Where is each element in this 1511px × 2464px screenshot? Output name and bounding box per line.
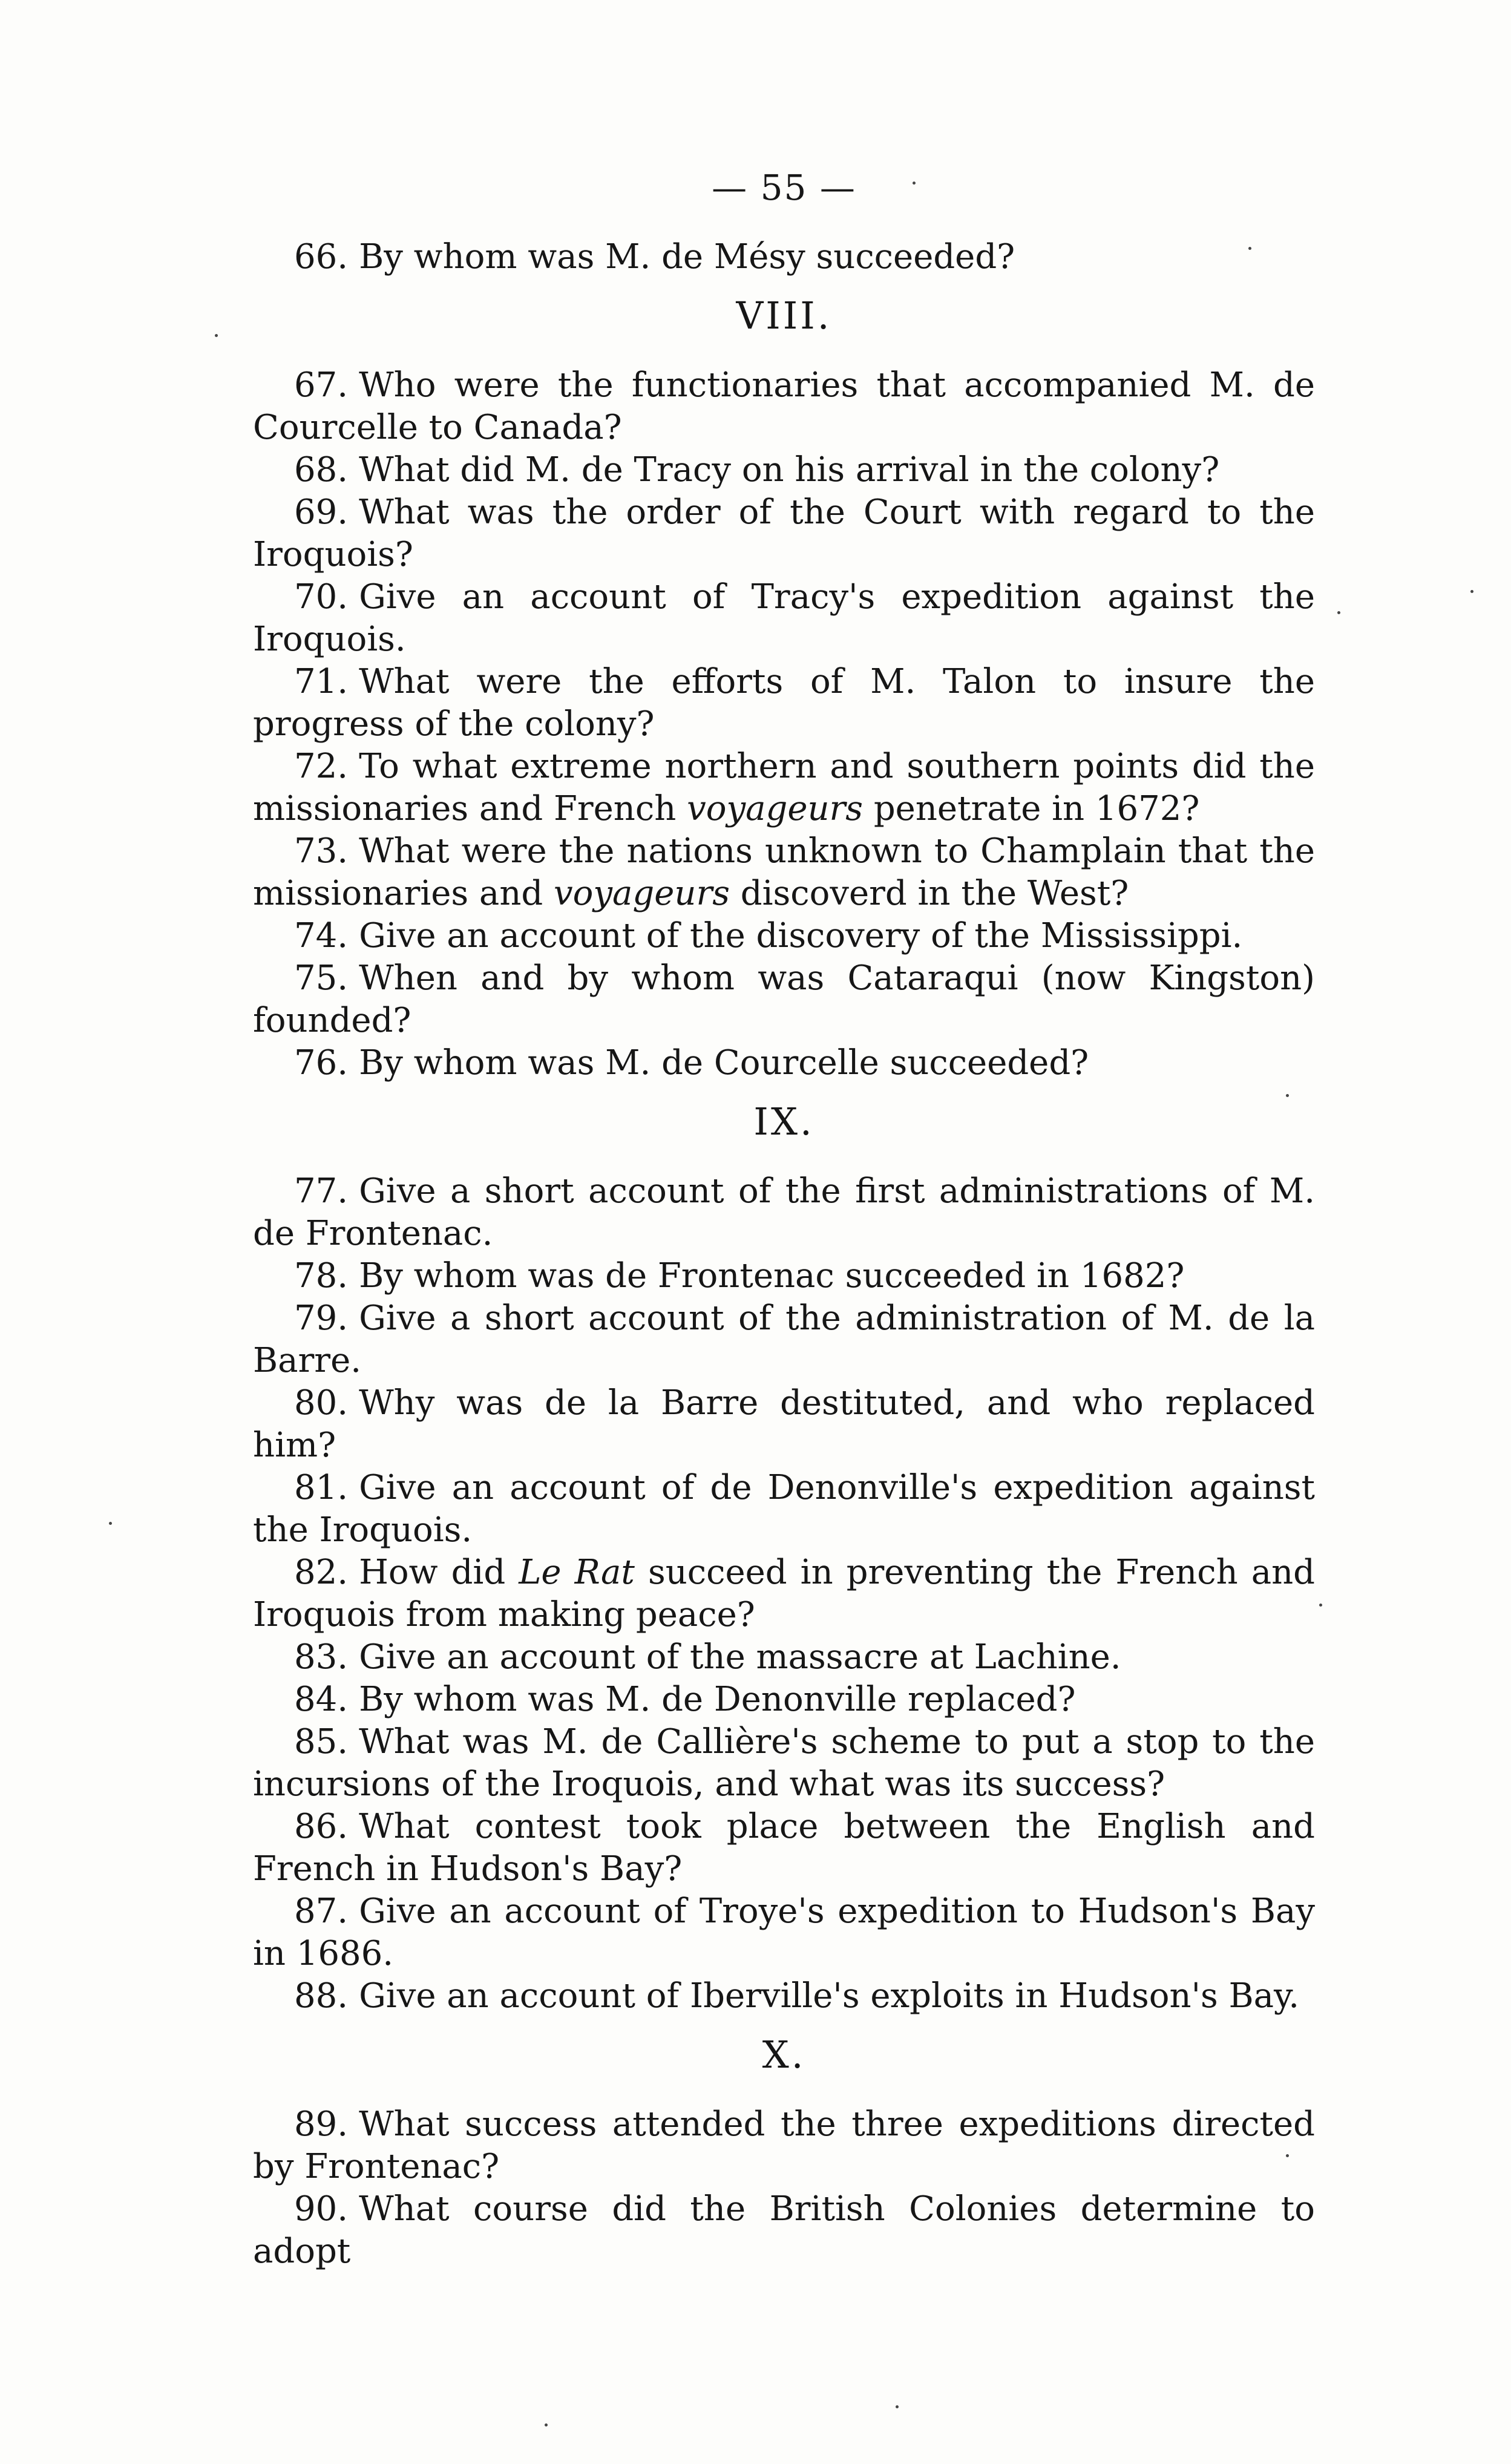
question-number: 68. [294,450,349,490]
scan-speck [1286,2154,1289,2157]
question-text: What was the order of the Court with regard to the Iroquois? [253,493,1315,574]
question-number: 72. [294,747,349,786]
question-item [253,2103,1315,2188]
question-item [253,745,1315,830]
scan-speck [1286,1094,1289,1097]
question-italic-text: Le Rat [519,1553,635,1592]
question-text: Who were the functionaries that accompanied M. de Courcelle to Canada? [253,365,1315,447]
question-item [253,830,1315,915]
question-item [253,1679,1315,1721]
question-text: What did M. de Tracy on his arrival in the colony? [359,450,1220,490]
question-number: 84. [294,1680,349,1719]
question-text: Give an account of Troye's expedition to Hudson's Bay in 1686. [253,1892,1315,1973]
scan-speck [109,1522,112,1525]
question-item [253,576,1315,661]
question-number: 66. [294,237,349,277]
question-number: 75. [294,958,349,998]
question-text: By whom was M. de Courcelle succeeded? [359,1043,1089,1083]
question-number: 88. [294,1976,349,2016]
question-list [253,236,1315,2273]
scan-speck [896,2405,899,2408]
question-text: Why was de la Barre destituted, and who replaced him? [253,1383,1315,1465]
question-text: Give a short account of the administration of M. de la Barre. [253,1299,1315,1380]
question-text: What success attended the three expeditions directed by Frontenac? [253,2105,1315,2186]
question-number: 71. [294,662,349,701]
question-text: Give an account of the discovery of the Mississippi. [359,916,1243,955]
question-number: 73. [294,831,349,871]
question-text: By whom was M. de Denonville replaced? [359,1680,1076,1719]
question-number: 70. [294,577,349,617]
section-heading: X. [762,2033,806,2077]
question-item [253,1975,1315,2017]
question-item [253,1467,1315,1551]
question-text: By whom was de Frontenac succeeded in 1682? [359,1256,1185,1296]
page-number: — 55 — [712,167,856,208]
question-number: 89. [294,2105,349,2144]
question-number: 79. [294,1299,349,1338]
question-text: Give an account of de Denonville's expedition against the Iroquois. [253,1468,1315,1550]
question-number: 87. [294,1892,349,1931]
question-text: What was M. de Callière's scheme to put a stop to the incursions of the Iroquois, and what was its success? [253,1722,1315,1804]
scan-speck [913,182,916,185]
scan-speck [1470,590,1473,593]
question-number: 69. [294,493,349,532]
question-item [253,957,1315,1042]
scan-speck [545,2423,548,2426]
question-text: What course did the British Colonies determine to adopt [253,2189,1315,2271]
question-text: What contest took place between the English and French in Hudson's Bay? [253,1807,1315,1889]
question-text: By whom was M. de Mésy succeeded? [359,237,1015,277]
question-number: 67. [294,365,349,405]
question-item [253,1042,1315,1084]
question-number: 74. [294,916,349,955]
question-item [253,1382,1315,1467]
question-number: 80. [294,1383,349,1423]
question-number: 83. [294,1637,349,1677]
scan-speck [215,334,218,337]
question-item [253,915,1315,957]
question-text: Give a short account of the first administrations of M. de Frontenac. [253,1171,1315,1253]
question-number: 90. [294,2189,349,2229]
question-text: Give an account of the massacre at Lachine. [359,1637,1121,1677]
question-number: 86. [294,1807,349,1846]
scan-speck [1248,247,1251,250]
question-italic-text: voyageurs [687,789,864,828]
question-text: Give an account of Tracy's expedition against the Iroquois. [253,577,1315,659]
question-item [253,236,1315,278]
scan-speck [1319,1604,1322,1607]
question-item [253,2188,1315,2273]
question-number: 78. [294,1256,349,1296]
question-text: How did [359,1553,519,1592]
question-number: 77. [294,1171,349,1211]
question-text: What were the efforts of M. Talon to insure the progress of the colony? [253,662,1315,744]
question-item [253,1721,1315,1806]
question-number: 76. [294,1043,349,1083]
question-text: succeed in preventing the French and Iroquois from making peace? [253,1553,1315,1634]
question-text: discoverd in the West? [729,874,1129,913]
question-item [253,1297,1315,1382]
question-item [253,1170,1315,1255]
question-item [253,491,1315,576]
question-text: What were the nations unknown to Champlain that the missionaries and [253,831,1315,913]
question-item [253,1636,1315,1679]
question-number: 85. [294,1722,349,1761]
question-italic-text: voyageurs [554,874,730,913]
question-item [253,1255,1315,1297]
question-text: When and by whom was Cataraqui (now Kingston) founded? [253,958,1315,1040]
question-item [253,449,1315,491]
question-item [253,661,1315,745]
question-number: 81. [294,1468,349,1507]
question-text: penetrate in 1672? [863,789,1200,828]
question-item [253,1890,1315,1975]
question-item [253,364,1315,449]
question-text: Give an account of Iberville's exploits in Hudson's Bay. [359,1976,1300,2016]
section-heading: IX. [753,1099,814,1144]
scan-speck [1337,611,1340,614]
page-text-block [253,157,1315,2273]
question-item [253,1551,1315,1636]
question-number: 82. [294,1553,349,1592]
section-heading: VIII. [736,293,832,338]
question-text: To what extreme northern and southern points did the missionaries and French [253,747,1315,828]
question-item [253,1806,1315,1890]
